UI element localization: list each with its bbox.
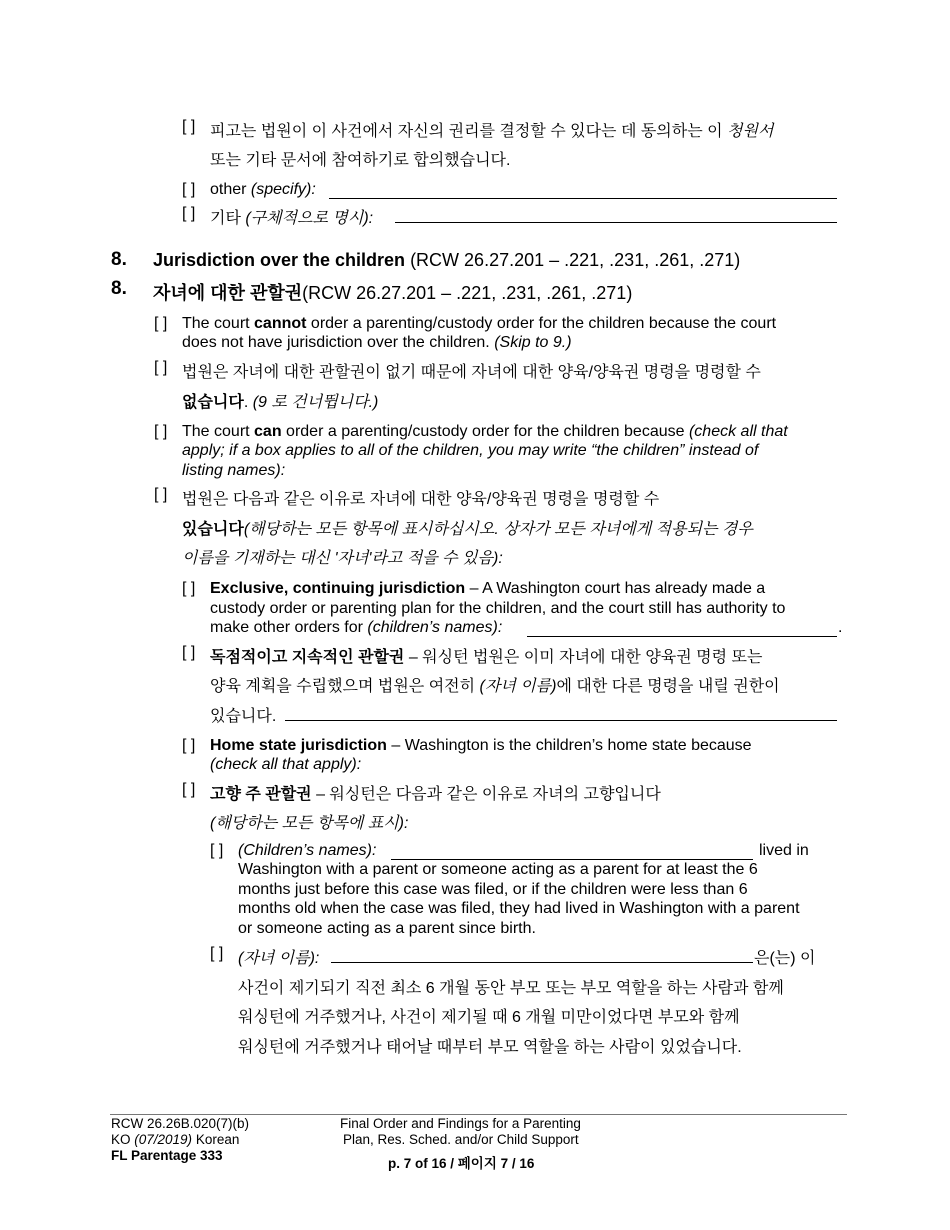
text-italic: (Skip to 9.) bbox=[494, 334, 572, 351]
other-en-field[interactable] bbox=[329, 198, 837, 199]
text-bold: cannot bbox=[254, 315, 307, 332]
checkbox-exclusive-en[interactable]: [ ] bbox=[182, 580, 196, 597]
text: Korean bbox=[192, 1132, 240, 1147]
text-bold: 자녀에 대한 관할권 bbox=[153, 283, 303, 303]
cannot-ko-line2 bbox=[182, 389, 378, 412]
text-bold: can bbox=[254, 423, 282, 440]
checkbox-cannot-ko[interactable]: [ ] bbox=[154, 359, 168, 376]
text: 에 대한 다른 명령을 내릴 권한이 bbox=[556, 678, 780, 695]
text-bold: 없습니다 bbox=[182, 394, 244, 411]
text: – Washington is the children’s home state because bbox=[386, 737, 752, 754]
checkbox-other-en[interactable]: [ ] bbox=[182, 181, 196, 198]
section-heading-en bbox=[153, 250, 740, 271]
text-italic: 청원서 bbox=[727, 123, 774, 140]
footer-title-line2: Plan, Res. Sched. and/or Child Support bbox=[343, 1132, 579, 1147]
respondent-agreed-ko-line1 bbox=[210, 118, 773, 141]
section-heading-ko bbox=[153, 279, 632, 305]
other-ko-field[interactable] bbox=[395, 222, 837, 223]
lived-en-names-label: (Children’s names): bbox=[238, 842, 377, 859]
text-bold: 고향 주 관할권 bbox=[210, 786, 312, 803]
cannot-ko-line1: 법원은 자녀에 대한 관할권이 없기 때문에 자녀에 대한 양육/양육권 명령을 명령할 수 bbox=[182, 364, 761, 381]
footer-page-number: p. 7 of 16 / 페이지 7 / 16 bbox=[388, 1156, 535, 1171]
text: – A Washington court has already made a bbox=[465, 580, 766, 597]
text: make other orders for bbox=[210, 619, 368, 636]
text: 피고는 법원이 이 사건에서 자신의 권리를 결정할 수 있다는 데 동의하는 이 bbox=[210, 123, 728, 140]
checkbox-lived-ko[interactable]: [ ] bbox=[210, 945, 224, 962]
text-bold: 독점적이고 지속적인 관할권 bbox=[210, 649, 405, 666]
text-bold: Home state jurisdiction bbox=[210, 737, 387, 754]
text: order a parenting/custody order for the children because bbox=[281, 423, 689, 440]
lived-en-line5: or someone acting as a parent since birth. bbox=[238, 920, 536, 937]
text: The court bbox=[182, 315, 255, 332]
text-italic: (check all that bbox=[688, 423, 788, 440]
home-state-ko-line1 bbox=[210, 781, 661, 804]
text-bold: 있습니다 bbox=[182, 521, 244, 538]
lived-ko-names-field[interactable] bbox=[331, 962, 753, 963]
text: (RCW 26.27.201 – .221, .231, .261, .271) bbox=[302, 283, 633, 303]
text-italic: (07/2019) bbox=[134, 1132, 193, 1147]
text: order a parenting/custody order for the children because the court bbox=[306, 315, 777, 332]
lived-ko-line4: 워싱턴에 거주했거나 태어날 때부터 부모 역할을 하는 사람이 있었습니다. bbox=[238, 1039, 742, 1056]
text: . bbox=[243, 394, 253, 411]
footer-version bbox=[111, 1132, 239, 1147]
exclusive-en-line2: custody order or parenting plan for the children, and the court still has authority to bbox=[210, 600, 786, 617]
exclusive-ko-line2 bbox=[210, 673, 780, 696]
cannot-en-line2 bbox=[182, 334, 572, 352]
text-bold: Exclusive, continuing jurisdiction bbox=[210, 580, 466, 597]
checkbox-home-state-ko[interactable]: [ ] bbox=[182, 781, 196, 798]
cannot-en-line1 bbox=[182, 315, 776, 333]
respondent-agreed-ko-line2: 또는 기타 문서에 참여하기로 합의했습니다. bbox=[210, 152, 511, 169]
can-ko-line2 bbox=[182, 516, 753, 539]
text: – 워싱턴은 다음과 같은 이유로 자녀의 고향입니다 bbox=[311, 786, 661, 803]
home-state-en-line1 bbox=[210, 737, 752, 755]
checkbox-home-state-en[interactable]: [ ] bbox=[182, 737, 196, 754]
can-en-line1 bbox=[182, 423, 788, 441]
lived-ko-names-label: (자녀 이름): bbox=[238, 950, 320, 967]
footer-divider bbox=[110, 1114, 847, 1115]
can-en-line2: apply; if a box applies to all of the children, you may write “the children” instead of bbox=[182, 442, 759, 459]
text: 기타 bbox=[210, 210, 246, 227]
can-en-line3: listing names): bbox=[182, 462, 286, 479]
text-bold: Jurisdiction over the children bbox=[153, 250, 406, 270]
can-ko-line3: 이름을 기재하는 대신 '자녀'라고 적을 수 있음): bbox=[182, 550, 503, 567]
text-italic: (9 로 건너뜁니다.) bbox=[252, 394, 379, 411]
text-italic: (해당하는 모든 항목에 표시하십시오. 상자가 모든 자녀에게 적용되는 경우 bbox=[243, 521, 753, 538]
footer-form-id: FL Parentage 333 bbox=[111, 1148, 223, 1163]
home-state-en-line2: (check all that apply): bbox=[210, 756, 362, 773]
lived-ko-line2: 사건이 제기되기 직전 최소 6 개월 동안 부모 또는 부모 역할을 하는 사람과 함께 bbox=[238, 980, 784, 997]
period: . bbox=[838, 619, 843, 636]
exclusive-en-line1 bbox=[210, 580, 765, 598]
exclusive-en-line3 bbox=[210, 619, 502, 637]
home-state-ko-line2: (해당하는 모든 항목에 표시): bbox=[210, 815, 409, 832]
lived-en-line1-end: lived in bbox=[759, 842, 809, 859]
lived-en-names-field[interactable] bbox=[391, 859, 753, 860]
text-italic: (children’s names): bbox=[367, 619, 503, 636]
text: (RCW 26.27.201 – .221, .231, .261, .271) bbox=[405, 250, 741, 270]
text-italic: (specify): bbox=[250, 181, 316, 198]
footer-rcw: RCW 26.26B.020(7)(b) bbox=[111, 1116, 250, 1131]
text: does not have jurisdiction over the children. bbox=[182, 334, 495, 351]
checkbox-respondent-agreed[interactable]: [ ] bbox=[182, 118, 196, 135]
other-en-label bbox=[210, 181, 316, 199]
exclusive-ko-line3: 있습니다. bbox=[210, 708, 277, 725]
text: KO bbox=[111, 1132, 135, 1147]
exclusive-children-names-field[interactable] bbox=[527, 636, 837, 637]
checkbox-cannot-en[interactable]: [ ] bbox=[154, 315, 168, 332]
footer-title-line1: Final Order and Findings for a Parenting bbox=[340, 1116, 581, 1131]
other-ko-label bbox=[210, 205, 373, 228]
text: – 워싱턴 법원은 이미 자녀에 대한 양육권 명령 또는 bbox=[404, 649, 763, 666]
exclusive-ko-line1 bbox=[210, 644, 762, 667]
lived-ko-line3: 워싱턴에 거주했거나, 사건이 제기될 때 6 개월 미만이었다면 부모와 함께 bbox=[238, 1009, 740, 1026]
exclusive-ko-names-field[interactable] bbox=[285, 720, 837, 721]
text-italic: (자녀 이름) bbox=[479, 678, 557, 695]
text: The court bbox=[182, 423, 255, 440]
lived-ko-line1-end: 은(는) 이 bbox=[754, 950, 816, 967]
text-italic: (구체적으로 명시): bbox=[245, 210, 374, 227]
lived-en-line4: months old when the case was filed, they had lived in Washington with a parent bbox=[238, 900, 800, 917]
checkbox-lived-en[interactable]: [ ] bbox=[210, 842, 224, 859]
section-number-ko: 8. bbox=[111, 278, 127, 299]
lived-en-line2: Washington with a parent or someone acting as a parent for at least the 6 bbox=[238, 861, 758, 878]
section-number: 8. bbox=[111, 249, 127, 270]
checkbox-other-ko[interactable]: [ ] bbox=[182, 205, 196, 222]
checkbox-exclusive-ko[interactable]: [ ] bbox=[182, 644, 196, 661]
text: 양육 계획을 수립했으며 법원은 여전히 bbox=[210, 678, 480, 695]
checkbox-can-ko[interactable]: [ ] bbox=[154, 486, 168, 503]
checkbox-can-en[interactable]: [ ] bbox=[154, 423, 168, 440]
text: other bbox=[210, 181, 251, 198]
can-ko-line1: 법원은 다음과 같은 이유로 자녀에 대한 양육/양육권 명령을 명령할 수 bbox=[182, 491, 660, 508]
lived-en-line3: months just before this case was filed, or if the children were less than 6 bbox=[238, 881, 748, 898]
